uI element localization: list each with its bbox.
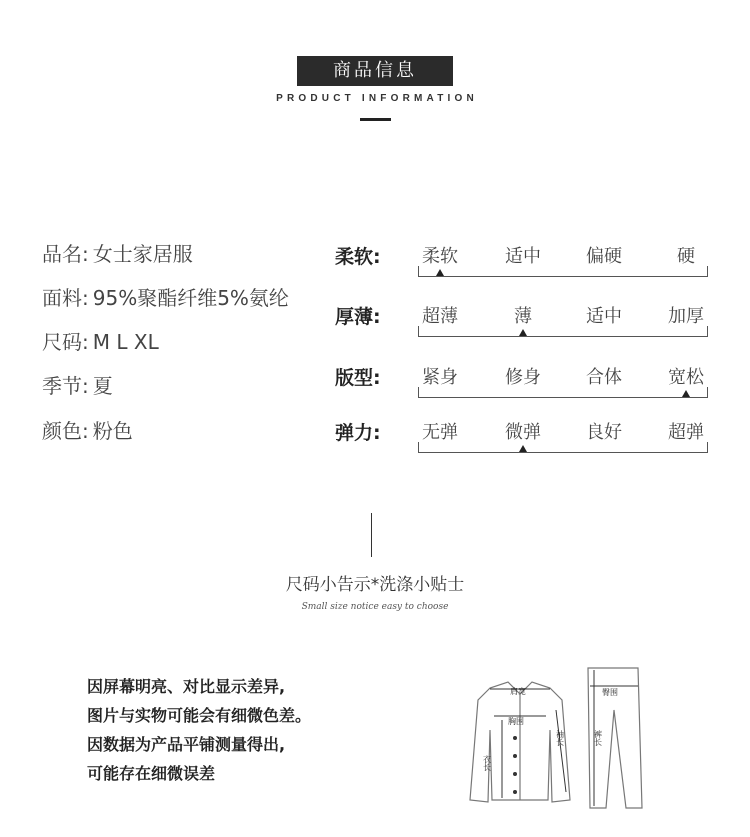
scale-option: 超薄 (422, 306, 458, 327)
scale-marker (519, 445, 527, 452)
info-label: 季节 (42, 374, 82, 398)
scale-marker (519, 329, 527, 336)
disclaimer-notes (87, 672, 311, 788)
info-label: 品名 (42, 242, 82, 266)
scale-option: 适中 (505, 246, 541, 267)
scale-option: 适中 (586, 306, 622, 327)
scale-label-fit: 版型: (335, 367, 381, 389)
scale-bar-fit (418, 387, 708, 407)
scale-marker (682, 390, 690, 397)
scale-label-elasticity: 弹力: (335, 422, 381, 444)
info-size: 尺码: M L XL (42, 330, 159, 354)
size-tips-title: 尺码小告示*洗涤小贴士 (285, 575, 465, 595)
info-name: 品名: 女士家居服 (42, 242, 193, 266)
scale-option: 柔软 (422, 246, 458, 267)
shoulder-label: 肩宽 (510, 687, 526, 696)
note-line: 可能存在细微误差 (87, 764, 216, 783)
scale-option: 合体 (586, 367, 622, 388)
scale-option: 硬 (677, 246, 695, 267)
shirt-buttons-icon (513, 736, 517, 794)
section-subtitle: PRODUCT INFORMATION (276, 93, 478, 104)
info-value: 95%聚酯纤维5%氨纶 (92, 286, 289, 310)
scale-option: 微弹 (505, 422, 541, 443)
scale-label-softness: 柔软: (335, 246, 381, 268)
top-length-label: 衣长 (482, 755, 492, 771)
divider-line (371, 513, 372, 557)
info-label: 面料 (42, 286, 82, 310)
scale-marker (436, 269, 444, 276)
note-line: 因屏幕明亮、对比显示差异, (87, 677, 286, 696)
scale-bar-thickness (418, 326, 708, 346)
scale-option: 偏硬 (586, 246, 622, 267)
scale-option: 超弹 (668, 422, 704, 443)
hip-label: 臀围 (602, 688, 618, 697)
note-line: 因数据为产品平铺测量得出, (87, 735, 286, 754)
measurement-diagram (460, 660, 660, 820)
scale-bar-elasticity (418, 442, 708, 462)
info-value: 粉色 (92, 419, 133, 443)
title-underline (360, 118, 391, 121)
scale-option: 良好 (586, 422, 622, 443)
info-value: M L XL (92, 330, 159, 354)
scale-bar-softness (418, 266, 708, 286)
note-line: 图片与实物可能会有细微色差。 (87, 706, 312, 725)
info-color: 颜色: 粉色 (42, 419, 133, 443)
info-value: 女士家居服 (92, 242, 193, 266)
scale-option: 加厚 (668, 306, 704, 327)
scale-option: 宽松 (668, 367, 704, 388)
scale-option: 薄 (514, 306, 532, 327)
sleeve-label: 袖长 (555, 730, 565, 746)
chest-label: 胸围 (508, 717, 524, 726)
info-season: 季节: 夏 (42, 374, 113, 398)
scale-option: 修身 (505, 367, 541, 388)
scale-label-thickness: 厚薄: (335, 306, 381, 328)
info-value: 夏 (92, 374, 113, 398)
section-title: 商品信息 (297, 56, 453, 86)
info-label: 颜色 (42, 419, 82, 443)
scale-option: 紧身 (422, 367, 458, 388)
size-tips-subtitle: Small size notice easy to choose (301, 602, 449, 612)
scale-option: 无弹 (422, 422, 458, 443)
info-fabric: 面料: 95%聚酯纤维5%氨纶 (42, 286, 289, 310)
pants-length-label: 裤长 (593, 730, 603, 746)
info-label: 尺码 (42, 330, 82, 354)
